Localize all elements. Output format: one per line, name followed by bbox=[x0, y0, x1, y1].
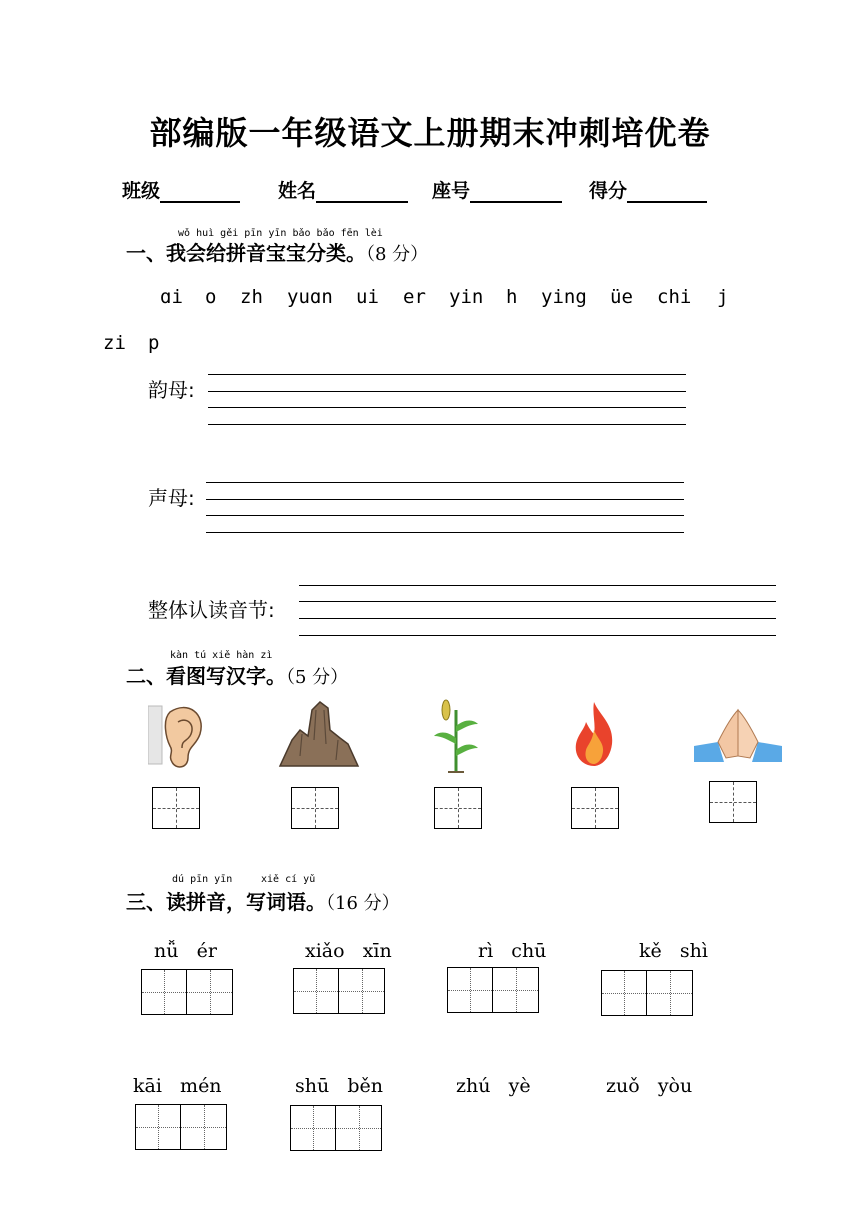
pinyin-item: zh bbox=[240, 286, 263, 308]
word-pinyin: kě shì bbox=[639, 940, 708, 962]
pinyin-item: j bbox=[717, 286, 729, 308]
class-label: 班级 bbox=[122, 180, 161, 202]
answer-line[interactable] bbox=[299, 618, 776, 619]
corn-plant-icon bbox=[432, 698, 480, 774]
answer-line[interactable] bbox=[206, 515, 684, 516]
score-label: 得分 bbox=[589, 180, 628, 202]
word-pinyin: xiǎo xīn bbox=[305, 940, 392, 962]
score-field[interactable] bbox=[589, 176, 707, 203]
answer-line[interactable] bbox=[208, 407, 686, 408]
word-pinyin: rì chū bbox=[478, 940, 547, 962]
tianzige-box[interactable] bbox=[571, 787, 619, 829]
word-writing-box[interactable] bbox=[290, 1105, 382, 1151]
word-writing-box[interactable] bbox=[141, 969, 233, 1015]
section2-heading: 二、看图写汉字。（5 分） bbox=[126, 664, 349, 688]
answer-line[interactable] bbox=[299, 601, 776, 602]
word-pinyin: shū běn bbox=[295, 1075, 384, 1097]
word-pinyin: kāi mén bbox=[133, 1075, 222, 1097]
answer-line[interactable] bbox=[206, 482, 684, 483]
pinyin-item: üe bbox=[610, 286, 633, 308]
section1-ruby: wǒ huì gěi pīn yīn bǎo bǎo fēn lèi bbox=[178, 228, 383, 239]
whole-syllables-label: 整体认读音节: bbox=[148, 598, 275, 622]
answer-line[interactable] bbox=[208, 424, 686, 425]
ear-icon bbox=[148, 700, 210, 770]
tianzige-box[interactable] bbox=[434, 787, 482, 829]
pinyin-item: ying bbox=[541, 286, 587, 308]
pinyin-item: zi bbox=[103, 332, 126, 354]
word-writing-box[interactable] bbox=[447, 967, 539, 1013]
name-field[interactable] bbox=[278, 176, 408, 203]
section3-ruby-b: xiě cí yǔ bbox=[261, 874, 316, 885]
answer-line[interactable] bbox=[208, 374, 686, 375]
pinyin-item: ui bbox=[356, 286, 379, 308]
pinyin-item: o bbox=[205, 286, 217, 308]
answer-line[interactable] bbox=[208, 391, 686, 392]
answer-line[interactable] bbox=[299, 585, 776, 586]
pinyin-item: yuɑn bbox=[287, 286, 333, 308]
finals-label: 韵母: bbox=[148, 378, 195, 402]
page-title: 部编版一年级语文上册期末冲刺培优卷 bbox=[149, 114, 711, 152]
tianzige-box[interactable] bbox=[709, 781, 757, 823]
word-pinyin: nǚ ér bbox=[154, 940, 217, 962]
section3-ruby-a: dú pīn yīn bbox=[172, 874, 233, 885]
answer-line[interactable] bbox=[206, 499, 684, 500]
pinyin-item: yin bbox=[449, 286, 484, 308]
name-label: 姓名 bbox=[278, 180, 317, 202]
initials-label: 声母: bbox=[148, 486, 195, 510]
section1-heading: 一、我会给拼音宝宝分类。（8 分） bbox=[126, 241, 429, 265]
seat-field[interactable] bbox=[432, 176, 562, 203]
section2-ruby: kàn tú xiě hàn zì bbox=[170, 650, 273, 661]
tianzige-box[interactable] bbox=[291, 787, 339, 829]
word-writing-box[interactable] bbox=[135, 1104, 227, 1150]
pinyin-item: p bbox=[148, 332, 160, 354]
tianzige-box[interactable] bbox=[152, 787, 200, 829]
answer-line[interactable] bbox=[299, 635, 776, 636]
answer-line[interactable] bbox=[206, 532, 684, 533]
word-writing-box[interactable] bbox=[293, 968, 385, 1014]
pinyin-item: ɑi bbox=[160, 286, 183, 308]
word-pinyin: zuǒ yòu bbox=[606, 1075, 693, 1097]
word-writing-box[interactable] bbox=[601, 970, 693, 1016]
word-pinyin: zhú yè bbox=[456, 1075, 531, 1097]
seat-label: 座号 bbox=[432, 180, 471, 202]
pinyin-item: h bbox=[506, 286, 518, 308]
palms-icon bbox=[694, 706, 782, 766]
fire-icon bbox=[570, 700, 618, 768]
class-field[interactable] bbox=[122, 176, 240, 203]
section3-heading: 三、读拼音，写词语。（16 分） bbox=[126, 890, 400, 914]
pinyin-item: chi bbox=[657, 286, 692, 308]
pinyin-item: er bbox=[403, 286, 426, 308]
mountain-icon bbox=[278, 700, 360, 768]
